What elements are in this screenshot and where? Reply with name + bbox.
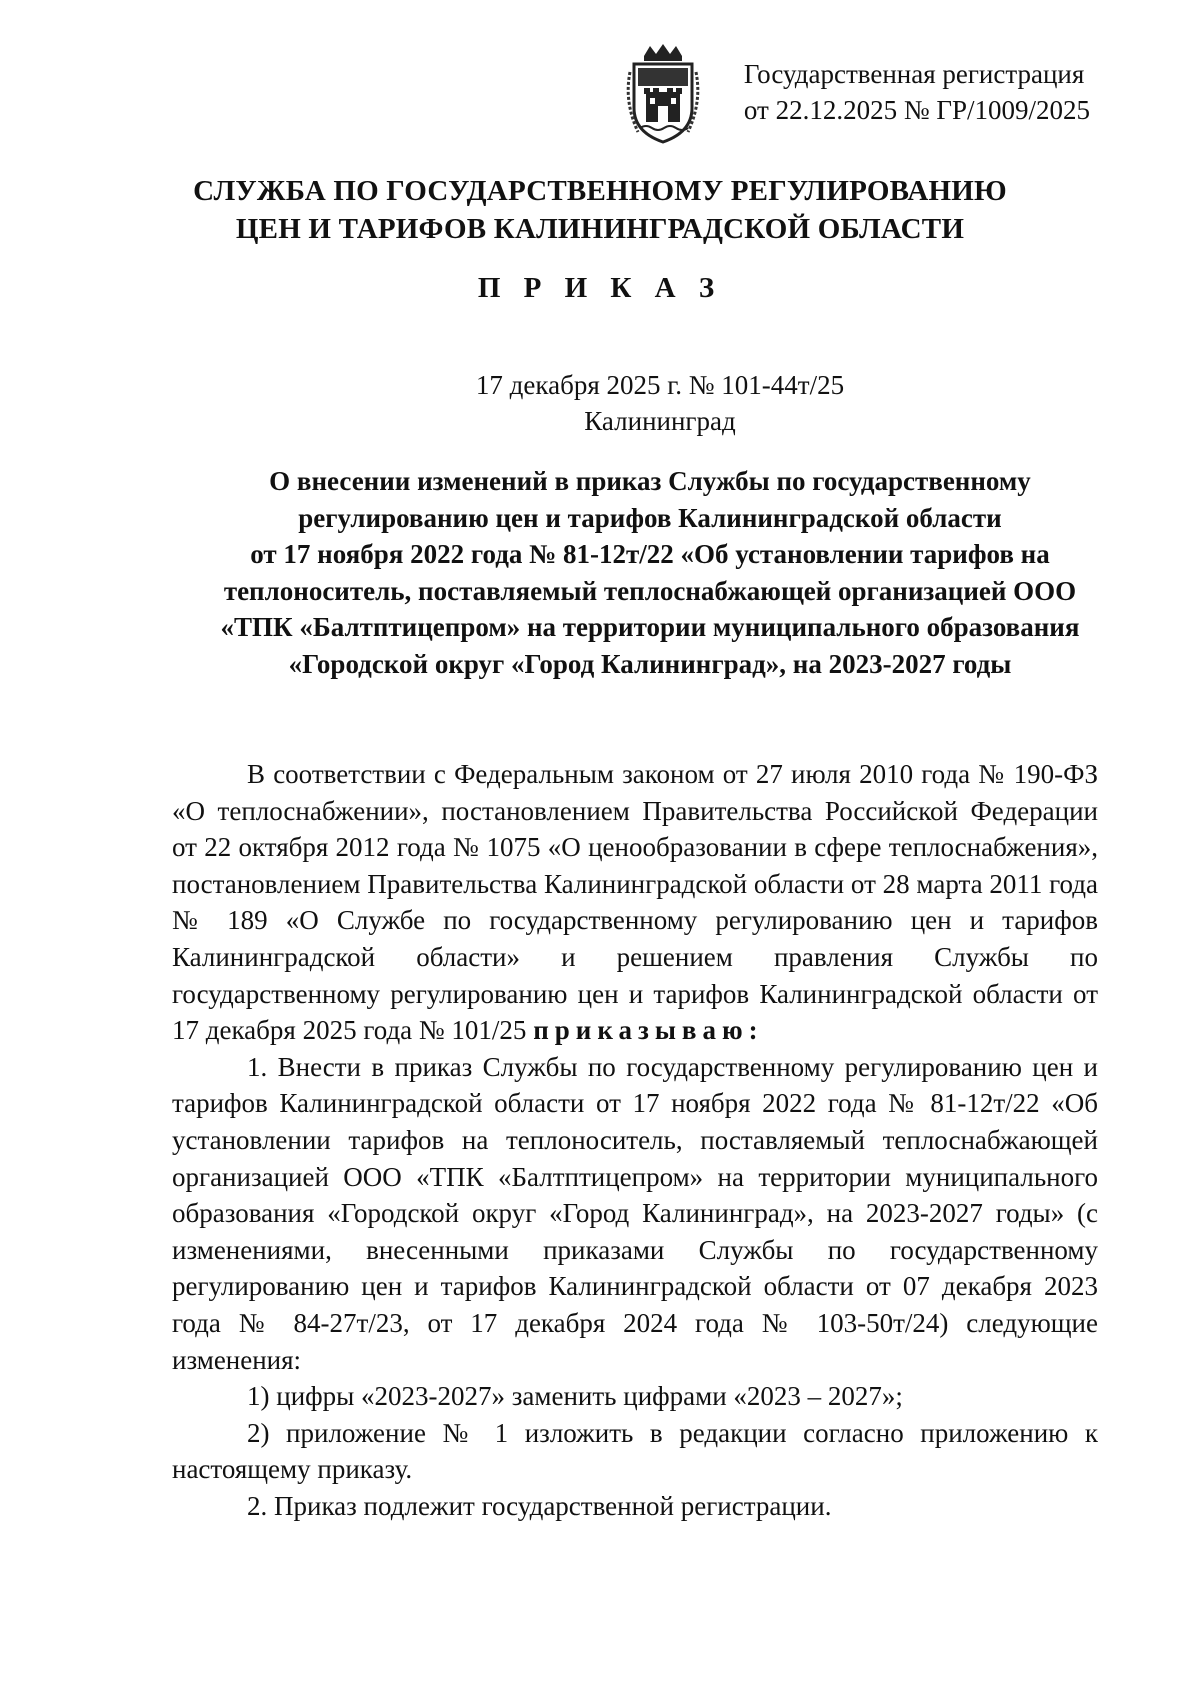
order-keyword: приказываю:: [533, 1015, 764, 1046]
organization-title: [0, 172, 1200, 248]
item-1-subitem-1: 1) цифры «2023-2027» заменить цифрами «2023 – 2027»;: [247, 1381, 903, 1412]
item-2-paragraph: 2. Приказ подлежит государственной регистрации.: [247, 1490, 832, 1521]
subject-line: теплоноситель, поставляемый теплоснабжающей организацией ООО: [223, 575, 1077, 606]
item-1-subitem-2: 2) приложение № 1 изложить в редакции согласно приложению к настоящему приказу.: [172, 1417, 1098, 1485]
subject-line: регулированию цен и тарифов Калининградской области: [298, 502, 1002, 533]
preamble-paragraph: [172, 756, 1098, 1049]
preamble-text: В соответствии с Федеральным законом от 27 июля 2010 года № 190-ФЗ «О теплоснабжении», постановлением Правительства Российской Федерации от 22 октября 2012 года № 1075 «О ценообразовании в сфере теплоснабжения», постановлением Правительства Калининградской области от 28 марта 2011 года № 189 «О Службе по государственному регулированию цен и тарифов Калининградской области» и решением правления Службы по государственному регулированию цен и тарифов Калининградской области от 17 декабря 2025 года № 101/25: [172, 759, 1098, 1046]
item-1-paragraph: 1. Внести в приказ Службы по государственному регулированию цен и тарифов Калининградской области от 17 ноября 2022 года № 81-12т/22 «Об установлении тарифов на теплоноситель, поставляемый теплоснабжающей организацией ООО «ТПК «Балтптицепром» на территории муниципального образования «Городской округ «Город Калининград», на 2023-2027 годы» (с изменениями, внесенными приказами Службы по государственному регулированию цен и тарифов Калининградской области от 07 декабря 2023 года № 84-27т/23, от 17 декабря 2024 года № 103-50т/24) следующие изменения:: [172, 1051, 1098, 1375]
subject-line: «Городской округ «Город Калининград», на 2023-2027 годы: [288, 648, 1012, 679]
document-type-heading: П Р И К А З: [477, 272, 723, 304]
order-body: [172, 756, 1098, 1524]
subject-line: О внесении изменений в приказ Службы по государственному: [269, 466, 1031, 496]
order-subject: [200, 463, 1100, 682]
registration-line-2: от 22.12.2025 № ГР/1009/2025: [743, 95, 1090, 125]
registration-line-1: Государственная регистрация: [743, 59, 1085, 89]
registration-stamp: [744, 56, 1090, 128]
subject-line: от 17 ноября 2022 года № 81-12т/22 «Об установлении тарифов на: [250, 539, 1050, 569]
date-and-number-block: [0, 367, 1200, 439]
order-date-number: 17 декабря 2025 г. № 101-44т/25: [475, 370, 845, 400]
organization-title-line-1: СЛУЖБА ПО ГОСУДАРСТВЕННОМУ РЕГУЛИРОВАНИЮ: [193, 175, 1007, 207]
subject-line: «ТПК «Балтптицепром» на территории муниципального образования: [220, 612, 1080, 642]
kaliningrad-coat-of-arms-icon: [622, 42, 704, 146]
order-city: Калининград: [584, 406, 736, 436]
organization-title-line-2: ЦЕН И ТАРИФОВ КАЛИНИНГРАДСКОЙ ОБЛАСТИ: [235, 213, 965, 245]
